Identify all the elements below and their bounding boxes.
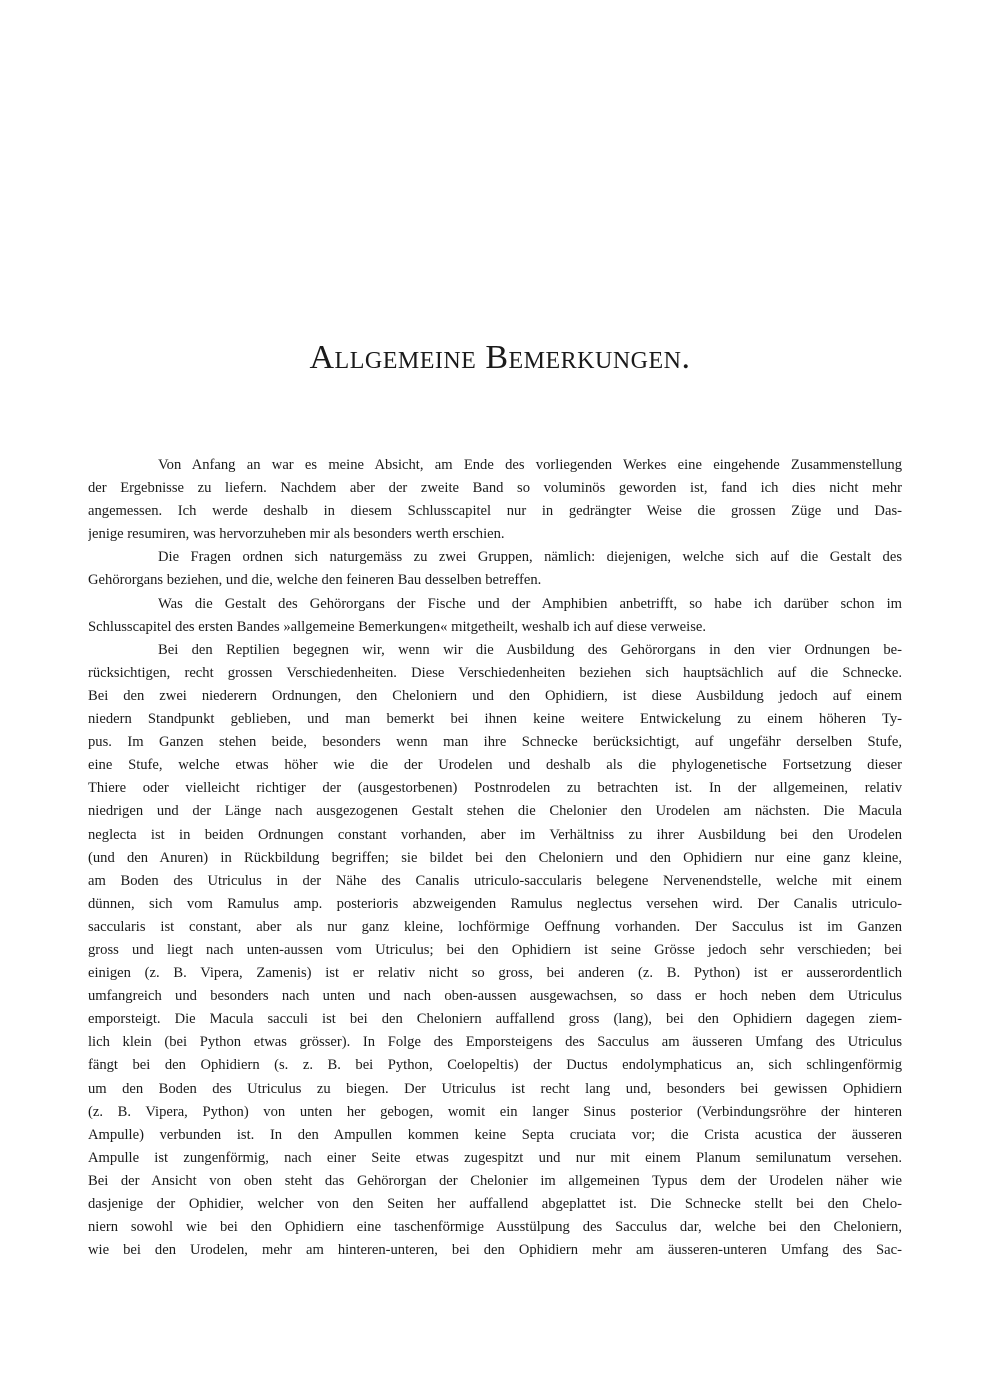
text-line: am Boden des Utriculus in der Nähe des Canalis utriculo-saccularis belegene Nervenendstelle, welche mit einem (88, 872, 902, 889)
text-line: eine Stufe, welche etwas höher wie die der Urodelen und deshalb als die phylogenetische Fortsetzung dieser (88, 757, 902, 774)
text-line: der Ergebnisse zu liefern. Nachdem aber der zweite Band so voluminös geworden ist, fand ich dies nicht mehr (88, 480, 902, 497)
text-line: Thiere oder vielleicht richtiger der (ausgestorbenen) Postnrodelen zu betrachten ist. In der allgemeinen, relativ (88, 780, 902, 797)
text-line: niern sowohl wie bei den Ophidiern eine taschenförmige Ausstülpung des Sacculus dar, welche bei den Cheloniern, (88, 1219, 902, 1236)
text-line: Bei der Ansicht von oben steht das Gehörorgan der Chelonier im allgemeinen Typus dem der Urodelen näher wie (88, 1172, 902, 1189)
text-line: neglecta ist in beiden Ordnungen constant vorhanden, aber im Verhältniss zu ihrer Ausbildung bei den Urodelen (88, 826, 902, 843)
text-line: niedrigen und der Länge nach ausgezogenen Gestalt stehen die Chelonier den Urodelen am nächsten. Die Macula (88, 803, 902, 820)
text-line: fängt bei den Ophidiern (s. z. B. bei Python, Coelopeltis) der Ductus endolymphaticus an, sich schlingenförmig (88, 1057, 902, 1074)
text-line: (z. B. Vipera, Python) von unten her gebogen, womit ein langer Sinus posterior (Verbindungsröhre der hinteren (88, 1103, 902, 1120)
text-line: angemessen. Ich werde deshalb in diesem Schlusscapitel nur in gedrängter Weise die grossen Züge und Das- (88, 503, 902, 520)
text-line: wie bei den Urodelen, mehr am hinteren-unteren, bei den Ophidiern mehr am äusseren-unteren Umfang des Sac- (88, 1242, 902, 1259)
text-line: Gehörorgans beziehen, und die, welche den feineren Bau desselben betreffen. (88, 572, 542, 589)
text-line: emporsteigt. Die Macula sacculi ist bei den Cheloniern auffallend gross (lang), bei den Ophidiern dagegen ziem- (88, 1011, 902, 1028)
text-line: Bei den Reptilien begegnen wir, wenn wir die Ausbildung des Gehörorgans in den vier Ordnungen be- (158, 641, 902, 658)
text-line: niedern Standpunkt geblieben, und man bemerkt bei ihnen keine weitere Entwickelung zu einem höheren Ty- (88, 711, 902, 728)
text-line: lich klein (bei Python etwas grösser). In Folge des Emporsteigens des Sacculus am äusseren Umfang des Utriculus (88, 1034, 902, 1051)
text-line: dasjenige der Ophidier, welcher von den Seiten her auffallend abgeplattet ist. Die Schnecke stellt bei den Chelo- (88, 1196, 902, 1212)
text-line: Bei den zwei niederern Ordnungen, den Cheloniern und den Ophidiern, ist diese Ausbildung jedoch auf einem (88, 687, 902, 704)
text-line: Schlusscapitel des ersten Bandes »allgemeine Bemerkungen« mitgetheilt, weshalb ich auf diese verweise. (88, 618, 707, 635)
text-line: Die Fragen ordnen sich naturgemäss zu zwei Gruppen, nämlich: diejenigen, welche sich auf die Gestalt des (158, 549, 902, 566)
text-line: einigen (z. B. Vipera, Zamenis) ist er relativ nicht so gross, bei anderen (z. B. Python) ist er ausserordentlich (88, 965, 902, 982)
text-line: Was die Gestalt des Gehörorgans der Fische und der Amphibien anbetrifft, so habe ich darüber schon im (158, 595, 902, 612)
text-line: jenige resumiren, was hervorzuheben mir als besonders werth erschien. (88, 526, 505, 543)
text-line: rücksichtigen, recht grossen Verschiedenheiten. Diese Verschiedenheiten beziehen sich hauptsächlich auf die Schnecke. (88, 664, 902, 681)
text-line: Von Anfang an war es meine Absicht, am Ende des vorliegenden Werkes eine eingehende Zusammenstellung (158, 457, 902, 473)
text-line: umfangreich und besonders nach unten und nach oben-aussen ausgewachsen, so dass er hoch neben dem Utriculus (88, 988, 902, 1005)
text-line: Ampulle ist zungenförmig, nach einer Seite etwas zugespitzt und nur mit einem Planum semilunatum versehen. (88, 1149, 902, 1166)
text-line: gross und liegt nach unten-aussen vom Utriculus; bei den Ophidiern ist seine Grösse jedoch sehr verschieden; bei (88, 941, 902, 958)
text-line: saccularis ist constant, aber als nur ganz kleine, lochförmige Oeffnung vorhanden. Der Sacculus ist im Ganzen (88, 918, 902, 935)
page-title: Allgemeine Bemerkungen. (309, 339, 691, 376)
text-line: (und den Anuren) in Rückbildung begriffen; sie bildet bei den Cheloniern und den Ophidiern nur eine ganz kleine, (88, 849, 902, 866)
text-line: pus. Im Ganzen stehen beide, besonders wenn man ihre Schnecke berücksichtigt, auf ungefähr derselben Stufe, (88, 734, 902, 751)
body-text (88, 454, 902, 1262)
text-line: um den Boden des Utriculus zu biegen. Der Utriculus ist recht lang und, besonders bei gewissen Ophidiern (88, 1080, 902, 1097)
text-line: Ampulle) verbunden ist. In den Ampullen kommen keine Septa cruciata vor; die Crista acustica der äusseren (88, 1126, 902, 1143)
text-line: dünnen, sich vom Ramulus amp. posterioris abzweigenden Ramulus neglectus versehen wird. Der Canalis utriculo- (88, 895, 902, 912)
